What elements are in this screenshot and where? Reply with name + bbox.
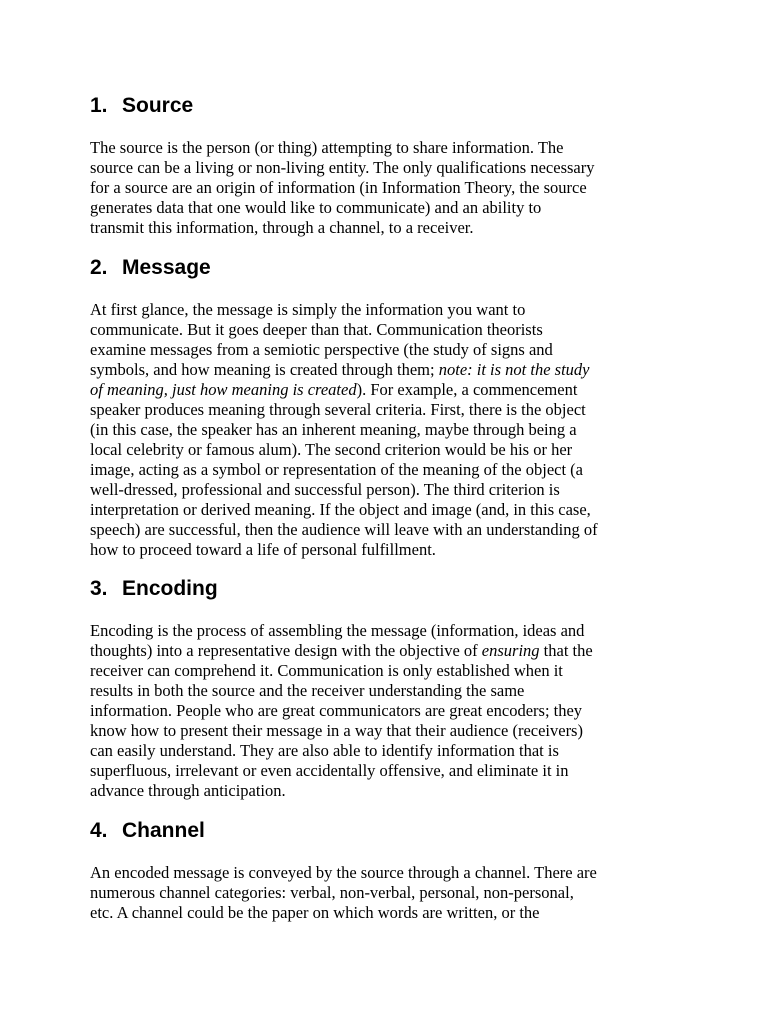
section-heading-channel bbox=[90, 818, 205, 844]
section-title: Source bbox=[122, 94, 194, 117]
section-paragraph-encoding bbox=[90, 621, 680, 801]
text-line: speaker produces meaning through several criteria. First, there is the object bbox=[90, 400, 586, 419]
text-line: symbols, and how meaning is created through them; note: it is not the study bbox=[90, 360, 590, 379]
text-line: etc. A channel could be the paper on which words are written, or the bbox=[90, 903, 540, 922]
section-title: Channel bbox=[122, 819, 205, 842]
section-paragraph-message bbox=[90, 300, 680, 560]
text-line: speech) are successful, then the audience will leave with an understanding of bbox=[90, 520, 598, 539]
text-line: An encoded message is conveyed by the source through a channel. There are bbox=[90, 863, 597, 882]
section-title: Message bbox=[122, 256, 211, 279]
text-line: numerous channel categories: verbal, non-verbal, personal, non-personal, bbox=[90, 883, 574, 902]
text-line: transmit this information, through a channel, to a receiver. bbox=[90, 218, 474, 237]
text-line: results in both the source and the receiver understanding the same bbox=[90, 681, 525, 700]
text-line: for a source are an origin of information (in Information Theory, the source bbox=[90, 178, 587, 197]
text-line: of meaning, just how meaning is created). For example, a commencement bbox=[90, 380, 578, 399]
text-line: (in this case, the speaker has an inherent meaning, maybe through being a bbox=[90, 420, 577, 439]
section-paragraph-channel bbox=[90, 863, 680, 923]
text-line: At first glance, the message is simply the information you want to bbox=[90, 300, 526, 319]
section-heading-message bbox=[90, 255, 211, 281]
section-heading-source bbox=[90, 93, 193, 119]
section-number: 4. bbox=[90, 819, 108, 842]
text-line: advance through anticipation. bbox=[90, 781, 286, 800]
italic-word: ensuring bbox=[481, 641, 540, 660]
text-line: The source is the person (or thing) attempting to share information. The bbox=[90, 138, 564, 157]
text-line: communicate. But it goes deeper than that. Communication theorists bbox=[90, 320, 543, 339]
text-line: receiver can comprehend it. Communication is only established when it bbox=[90, 661, 563, 680]
text-line: thoughts) into a representative design with the objective of ensuring that the bbox=[90, 641, 593, 660]
section-title: Encoding bbox=[122, 577, 218, 600]
text-line: source can be a living or non-living entity. The only qualifications necessary bbox=[90, 158, 595, 177]
text-line: can easily understand. They are also able to identify information that is bbox=[90, 741, 559, 760]
italic-note: note: it is not the study bbox=[438, 360, 590, 379]
text-line: local celebrity or famous alum). The second criterion would be his or her bbox=[90, 440, 573, 459]
text-line: examine messages from a semiotic perspective (the study of signs and bbox=[90, 340, 553, 359]
section-number: 3. bbox=[90, 577, 108, 600]
text-line: image, acting as a symbol or representation of the meaning of the object (a bbox=[90, 460, 583, 479]
text-line: generates data that one would like to communicate) and an ability to bbox=[90, 198, 542, 217]
section-number: 2. bbox=[90, 256, 108, 279]
text-line: interpretation or derived meaning. If the object and image (and, in this case, bbox=[90, 500, 591, 519]
text-line: Encoding is the process of assembling the message (information, ideas and bbox=[90, 621, 585, 640]
text-line: know how to present their message in a way that their audience (receivers) bbox=[90, 721, 583, 740]
section-number: 1. bbox=[90, 94, 108, 117]
section-paragraph-source bbox=[90, 138, 680, 238]
section-heading-encoding bbox=[90, 576, 218, 602]
text-line: information. People who are great communicators are great encoders; they bbox=[90, 701, 583, 720]
italic-note: of meaning, just how meaning is created bbox=[90, 380, 357, 399]
text-line: how to proceed toward a life of personal fulfillment. bbox=[90, 540, 436, 559]
text-line: well-dressed, professional and successful person). The third criterion is bbox=[90, 480, 560, 499]
text-line: superfluous, irrelevant or even accidentally offensive, and eliminate it in bbox=[90, 761, 569, 780]
